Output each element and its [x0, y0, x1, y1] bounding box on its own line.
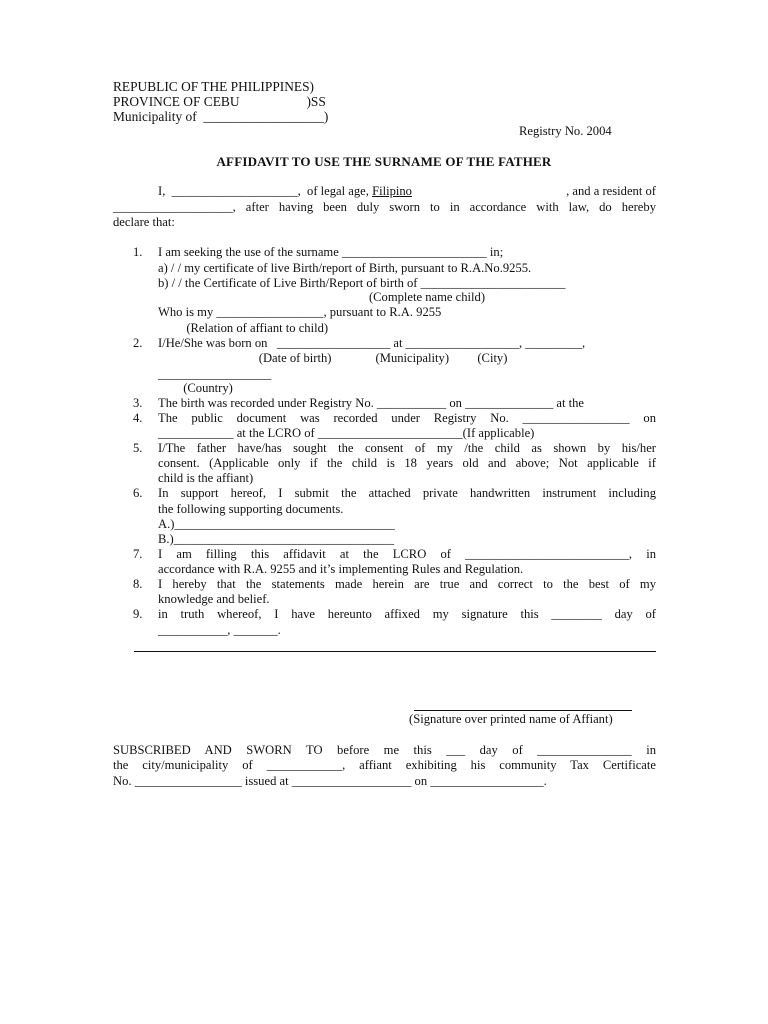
item-5-line: I/The father have/has sought the consent of my /the child as shown by his/her	[158, 441, 656, 455]
intro-text-b: , and a resident of	[566, 184, 656, 198]
registry-number: Registry No. 2004	[519, 124, 612, 138]
document-title: AFFIDAVIT TO USE THE SURNAME OF THE FATHER	[216, 154, 552, 169]
item-5-line: consent. (Applicable only if the child is 18 years old and above; Not applicable if	[158, 456, 656, 470]
item-1-line: a) / / my certificate of live Birth/report of Birth, pursuant to R.A.No.9255.	[158, 261, 532, 275]
item-number: 3.	[133, 396, 143, 410]
item-number: 7.	[133, 547, 143, 561]
item-number: 6.	[133, 486, 143, 500]
header-republic: REPUBLIC OF THE PHILIPPINES)	[113, 79, 315, 94]
item-1-line: (Relation of affiant to child)	[158, 321, 329, 335]
jurat-line-1: SUBSCRIBED AND SWORN TO before me this ___ day of _______________ in	[113, 743, 656, 757]
item-1-line: I am seeking the use of the surname _______________________ in;	[158, 245, 504, 259]
jurat-line-3: No. _________________ issued at ___________________ on __________________.	[113, 774, 547, 788]
item-7-line: accordance with R.A. 9255 and it’s implementing Rules and Regulation.	[158, 562, 524, 576]
header-municipality: Municipality of __________________)	[113, 109, 329, 124]
intro-line-1	[158, 184, 656, 199]
item-1-line: Who is my _________________, pursuant to R.A. 9255	[158, 305, 442, 319]
intro-text-a: I, ____________________, of legal age,	[158, 184, 373, 198]
header-province: PROVINCE OF CEBU )SS	[113, 94, 326, 109]
item-9-line: in truth whereof, I have hereunto affixed my signature this ________ day of	[158, 607, 656, 621]
item-8-line: I hereby that the statements made herein are true and correct to the best of my	[158, 577, 656, 591]
intro-line-2: ___________________, after having been duly sworn to in accordance with law, do hereby	[113, 200, 656, 214]
item-number: 4.	[133, 411, 143, 425]
item-number: 9.	[133, 607, 143, 621]
item-2-line: (Country)	[158, 381, 233, 395]
separator-rule	[134, 651, 656, 652]
item-7-line: I am filling this affidavit at the LCRO of __________________________, in	[158, 547, 656, 561]
item-1-line: (Complete name child)	[158, 290, 486, 304]
item-6-line: In support hereof, I submit the attached private handwritten instrument including	[158, 486, 656, 500]
item-1-line: b) / / the Certificate of Live Birth/Report of birth of _______________________	[158, 276, 566, 290]
item-6-line: A.)___________________________________	[158, 517, 395, 531]
item-2-line: (Date of birth) (Municipality) (City)	[158, 351, 508, 365]
jurat-line-2: the city/municipality of ____________, affiant exhibiting his community Tax Certificate	[113, 758, 656, 772]
item-5-line: child is the affiant)	[158, 471, 254, 485]
item-4-line: ____________ at the LCRO of _______________________(If applicable)	[158, 426, 535, 440]
item-2-line: __________________	[158, 367, 272, 381]
item-number: 5.	[133, 441, 143, 455]
item-6-line: the following supporting documents.	[158, 502, 344, 516]
item-9-line: ___________, _______.	[158, 623, 281, 637]
item-number: 1.	[133, 245, 143, 259]
item-3-line: The birth was recorded under Registry No. ___________ on ______________ at the	[158, 396, 585, 410]
item-4-line: The public document was recorded under Registry No. _________________ on	[158, 411, 656, 425]
intro-line-3: declare that:	[113, 215, 175, 229]
item-2-line: I/He/She was born on __________________ at __________________, _________,	[158, 336, 586, 350]
signature-caption: (Signature over printed name of Affiant)	[409, 712, 613, 726]
intro-nationality: Filipino	[372, 184, 412, 198]
item-6-line: B.)___________________________________	[158, 532, 395, 546]
item-number: 8.	[133, 577, 143, 591]
item-number: 2.	[133, 336, 143, 350]
item-8-line: knowledge and belief.	[158, 592, 270, 606]
signature-line	[414, 710, 632, 711]
